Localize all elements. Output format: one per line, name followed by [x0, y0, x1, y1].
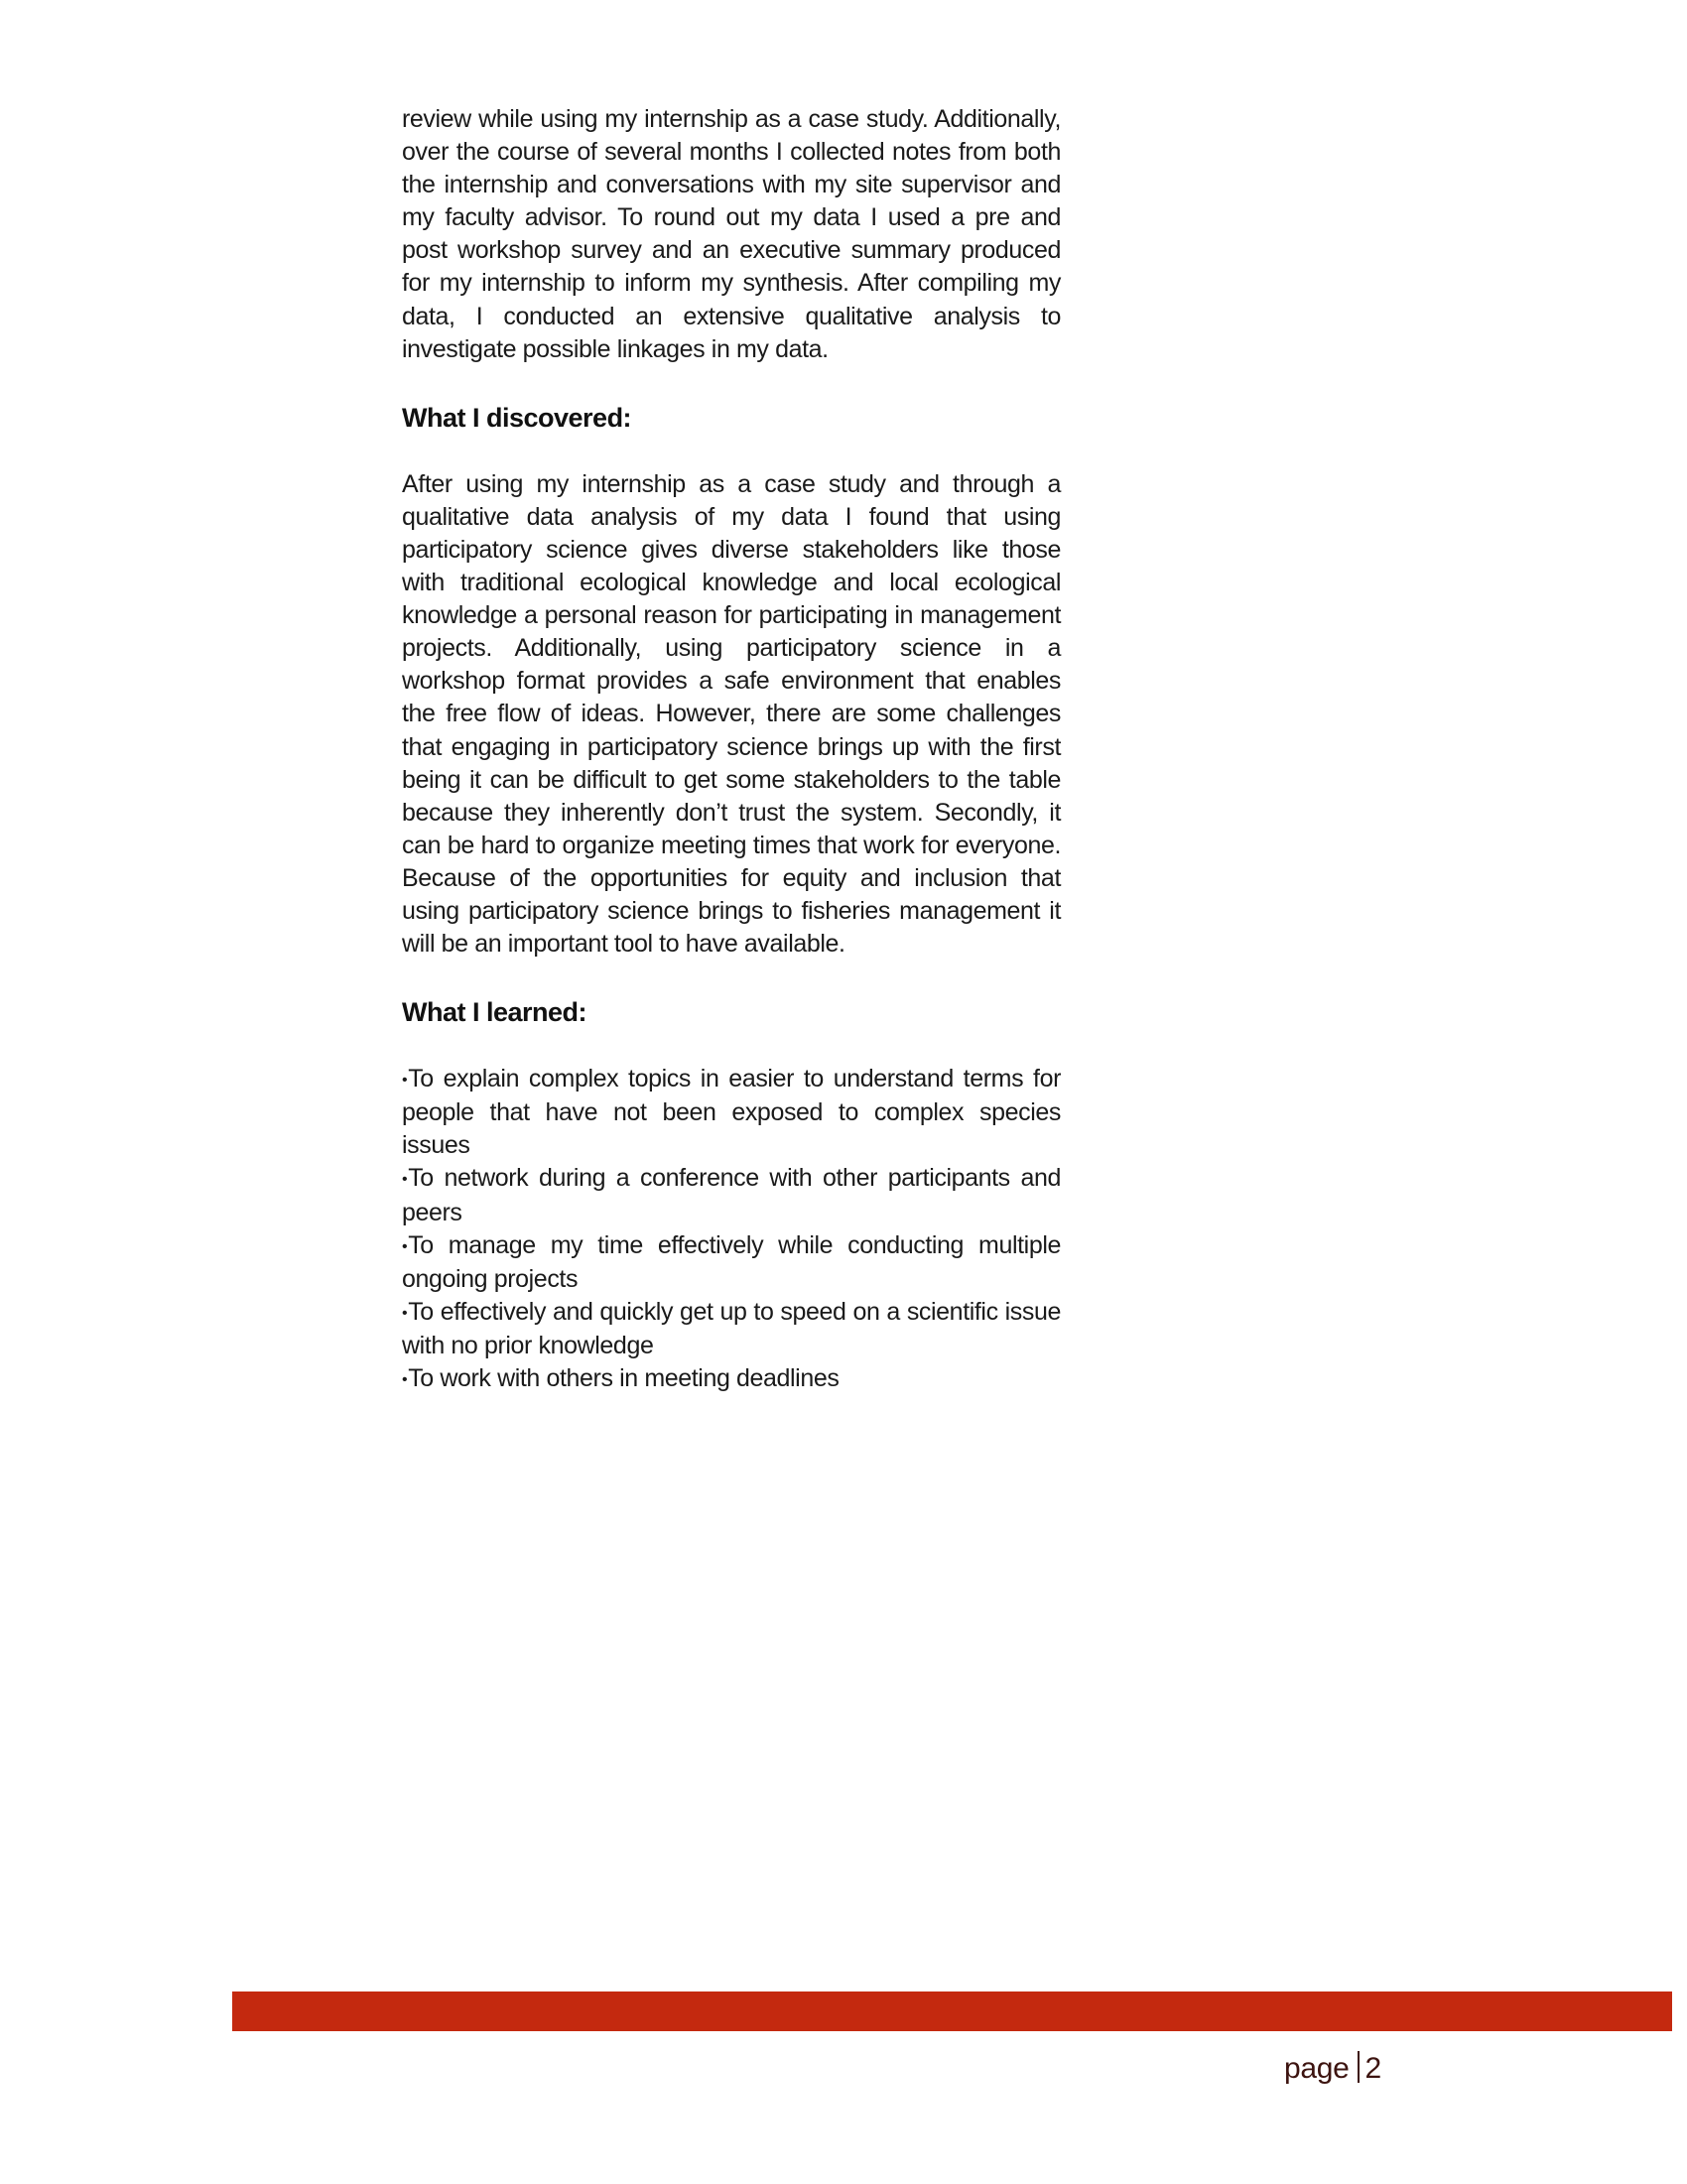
- discovered-heading: What I discovered:: [402, 402, 632, 433]
- list-item-text: To explain complex topics in easier to understand terms for people that have not been exposed to complex species issues: [402, 1065, 1061, 1160]
- discovered-paragraph: After using my internship as a case study and through a qualitative data analysis of my data I found that using participatory science gives diverse stakeholders like those with traditional ecological knowledge and local ecological knowledge a personal reason for participating in management projects. Additionally, using participatory science in a workshop format provides a safe environment that enables the free flow of ideas. However, there are some challenges that engaging in participatory science brings up with the first being it can be difficult to get some stakeholders to the table because they inherently don’t trust the system. Secondly, it can be hard to organize meeting times that work for everyone. Because of the opportunities for equity and inclusion that using participatory science brings to fisheries management it will be an important tool to have available.: [402, 469, 1061, 959]
- list-item-text: To network during a conference with other participants and peers: [402, 1164, 1061, 1226]
- bullet-icon: •: [402, 1371, 408, 1388]
- list-item: [402, 1362, 1061, 1396]
- page-word: page: [1284, 2052, 1350, 2085]
- footer-accent-bar: [232, 1991, 1672, 2031]
- list-item-text: To manage my time effectively while conducting multiple ongoing projects: [402, 1230, 1061, 1293]
- list-item: [402, 1063, 1061, 1162]
- page-divider: [1358, 2051, 1360, 2083]
- bullet-icon: •: [402, 1237, 408, 1255]
- intro-paragraph: review while using my internship as a case study. Additionally, over the course of several months I collected notes from both the internship and conversations with my site supervisor and my faculty advisor. To round out my data I used a pre and post workshop survey and an executive summary produced for my internship to inform my synthesis. After compiling my data, I conducted an extensive qualitative analysis to investigate possible linkages in my data.: [402, 105, 1061, 363]
- bullet-icon: •: [402, 1304, 408, 1322]
- list-item-text: To work with others in meeting deadlines: [408, 1364, 840, 1392]
- list-item: [402, 1229, 1061, 1296]
- learned-heading: What I learned:: [402, 997, 587, 1028]
- list-item: [402, 1296, 1061, 1362]
- page-number-label: [1284, 2051, 1381, 2087]
- list-item-text: To effectively and quickly get up to speed on a scientific issue with no prior knowledge: [402, 1297, 1061, 1359]
- learned-list: [402, 1063, 1061, 1396]
- bullet-icon: •: [402, 1171, 408, 1189]
- main-text-column: [402, 103, 1061, 1396]
- list-item: [402, 1162, 1061, 1228]
- bullet-icon: •: [402, 1072, 408, 1090]
- page-number: 2: [1364, 2052, 1381, 2085]
